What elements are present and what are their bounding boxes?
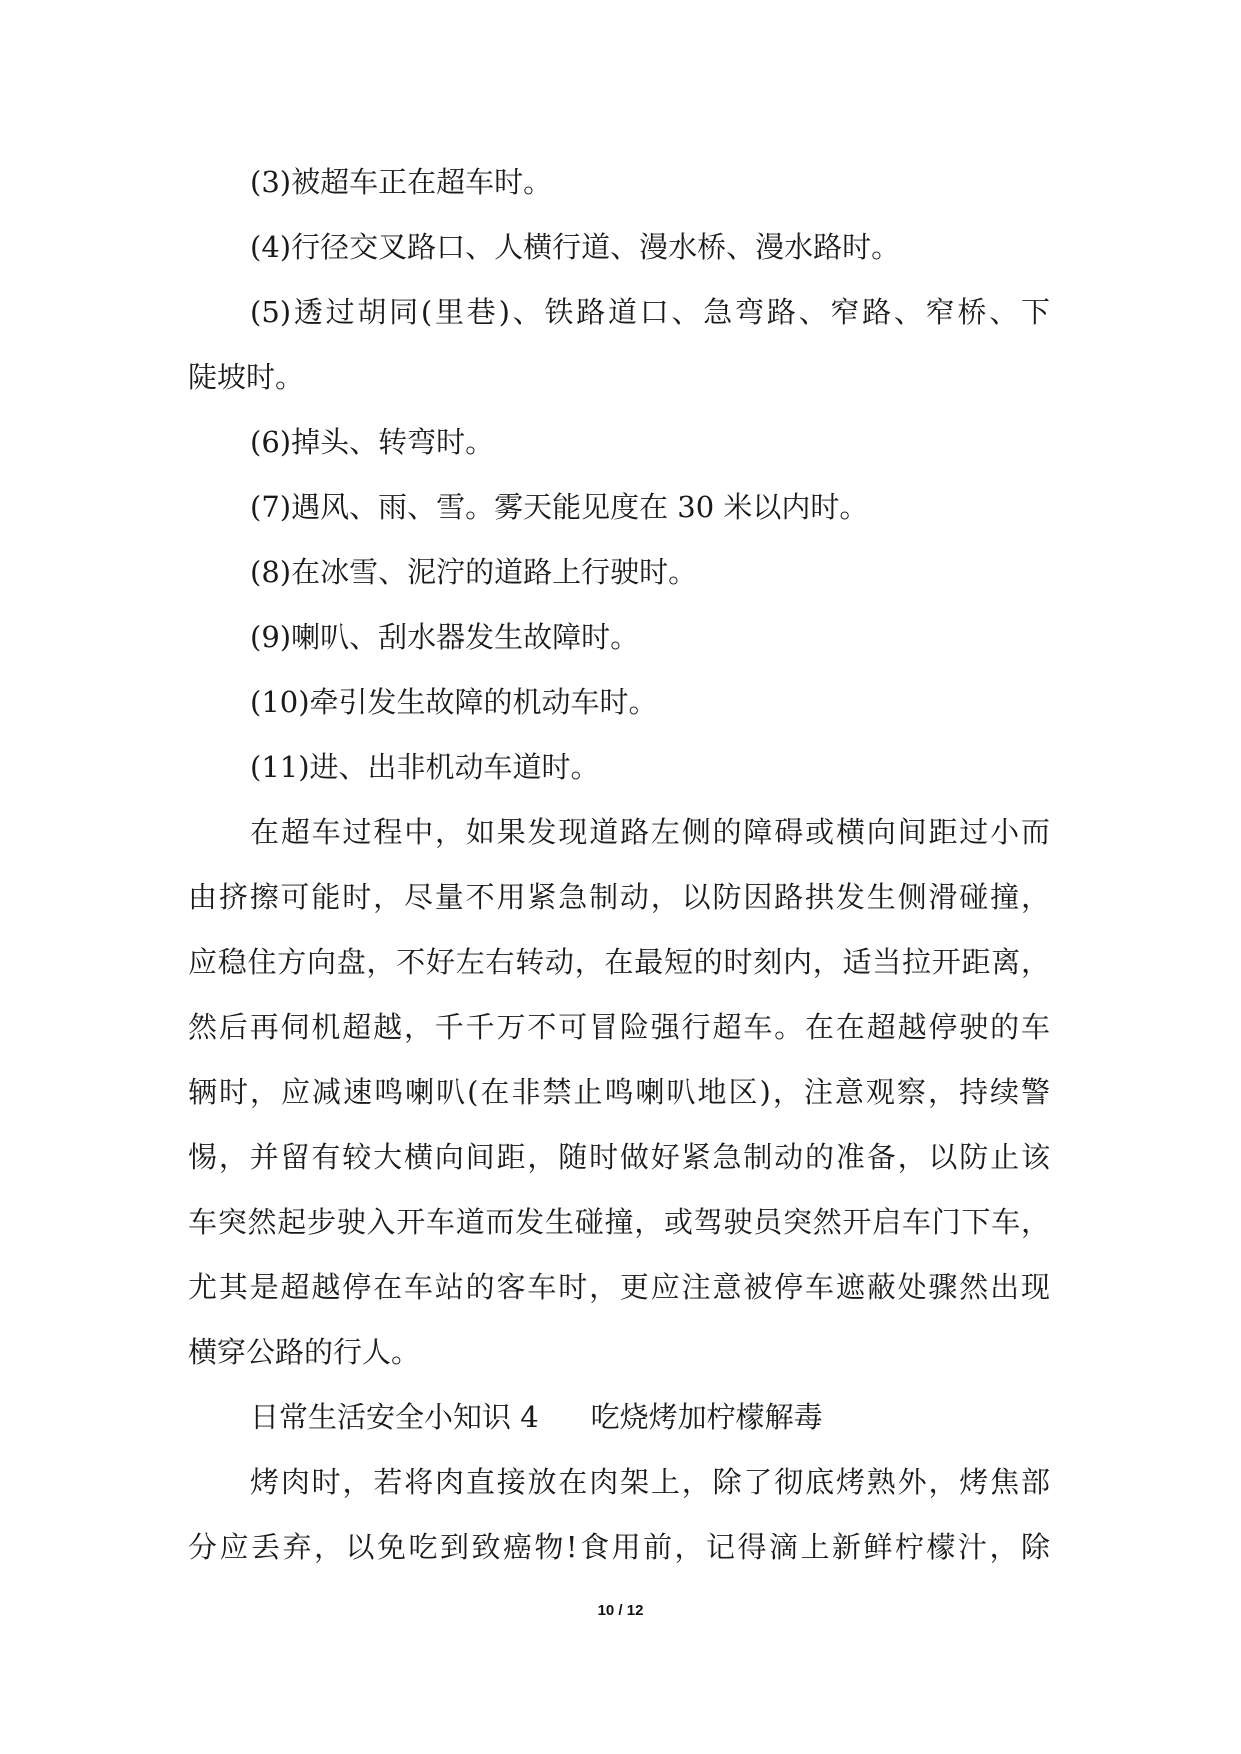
list-item-10: (10)牵引发生故障的机动车时。	[250, 685, 658, 719]
list-item-5-continuation: 陡坡时。	[188, 360, 305, 394]
paragraph-line: 由挤擦可能时，尽量不用紧急制动，以防因路拱发生侧滑碰撞，	[188, 880, 1050, 914]
paragraph-line: 辆时，应减速鸣喇叭(在非禁止鸣喇叭地区)，注意观察，持续警	[188, 1075, 1050, 1109]
paragraph-line: 惕，并留有较大横向间距，随时做好紧急制动的准备，以防止该	[188, 1140, 1050, 1174]
paragraph-line: 然后再伺机超越，千千万不可冒险强行超车。在在超越停驶的车	[188, 1010, 1050, 1044]
paragraph2-line: 分应丢弃，以免吃到致癌物!食用前，记得滴上新鲜柠檬汁，除	[188, 1530, 1050, 1564]
paragraph-line: 横穿公路的行人。	[188, 1335, 421, 1369]
list-item-9: (9)喇叭、刮水器发生故障时。	[250, 620, 640, 654]
list-item-3: (3)被超车正在超车时。	[250, 165, 553, 199]
list-item-11: (11)进、出非机动车道时。	[250, 750, 600, 784]
paragraph-line: 在超车过程中，如果发现道路左侧的障碍或横向间距过小而	[250, 815, 1050, 849]
list-item-8: (8)在冰雪、泥泞的道路上行驶时。	[250, 555, 698, 589]
page-number: 10 / 12	[597, 1602, 644, 1619]
list-item-7: (7)遇风、雨、雪。雾天能见度在 30 米以内时。	[250, 490, 869, 524]
list-item-4: (4)行径交叉路口、人横行道、漫水桥、漫水路时。	[250, 230, 901, 264]
section-heading	[250, 1397, 823, 1437]
paragraph-line: 车突然起步驶入开车道而发生碰撞，或驾驶员突然开启车门下车，	[188, 1205, 1050, 1239]
paragraph-line: 尤其是超越停在车站的客车时，更应注意被停车遮蔽处骤然出现	[188, 1270, 1050, 1304]
section-heading-title: 吃烧烤加柠檬解毒	[590, 1400, 823, 1434]
paragraph-line: 应稳住方向盘，不好左右转动，在最短的时刻内，适当拉开距离，	[188, 945, 1050, 979]
section-heading-label: 日常生活安全小知识 4	[250, 1400, 539, 1434]
paragraph2-line: 烤肉时，若将肉直接放在肉架上，除了彻底烤熟外，烤焦部	[250, 1465, 1050, 1499]
list-item-5: (5)透过胡同(里巷)、铁路道口、急弯路、窄路、窄桥、下	[250, 295, 1050, 329]
list-item-6: (6)掉头、转弯时。	[250, 425, 495, 459]
